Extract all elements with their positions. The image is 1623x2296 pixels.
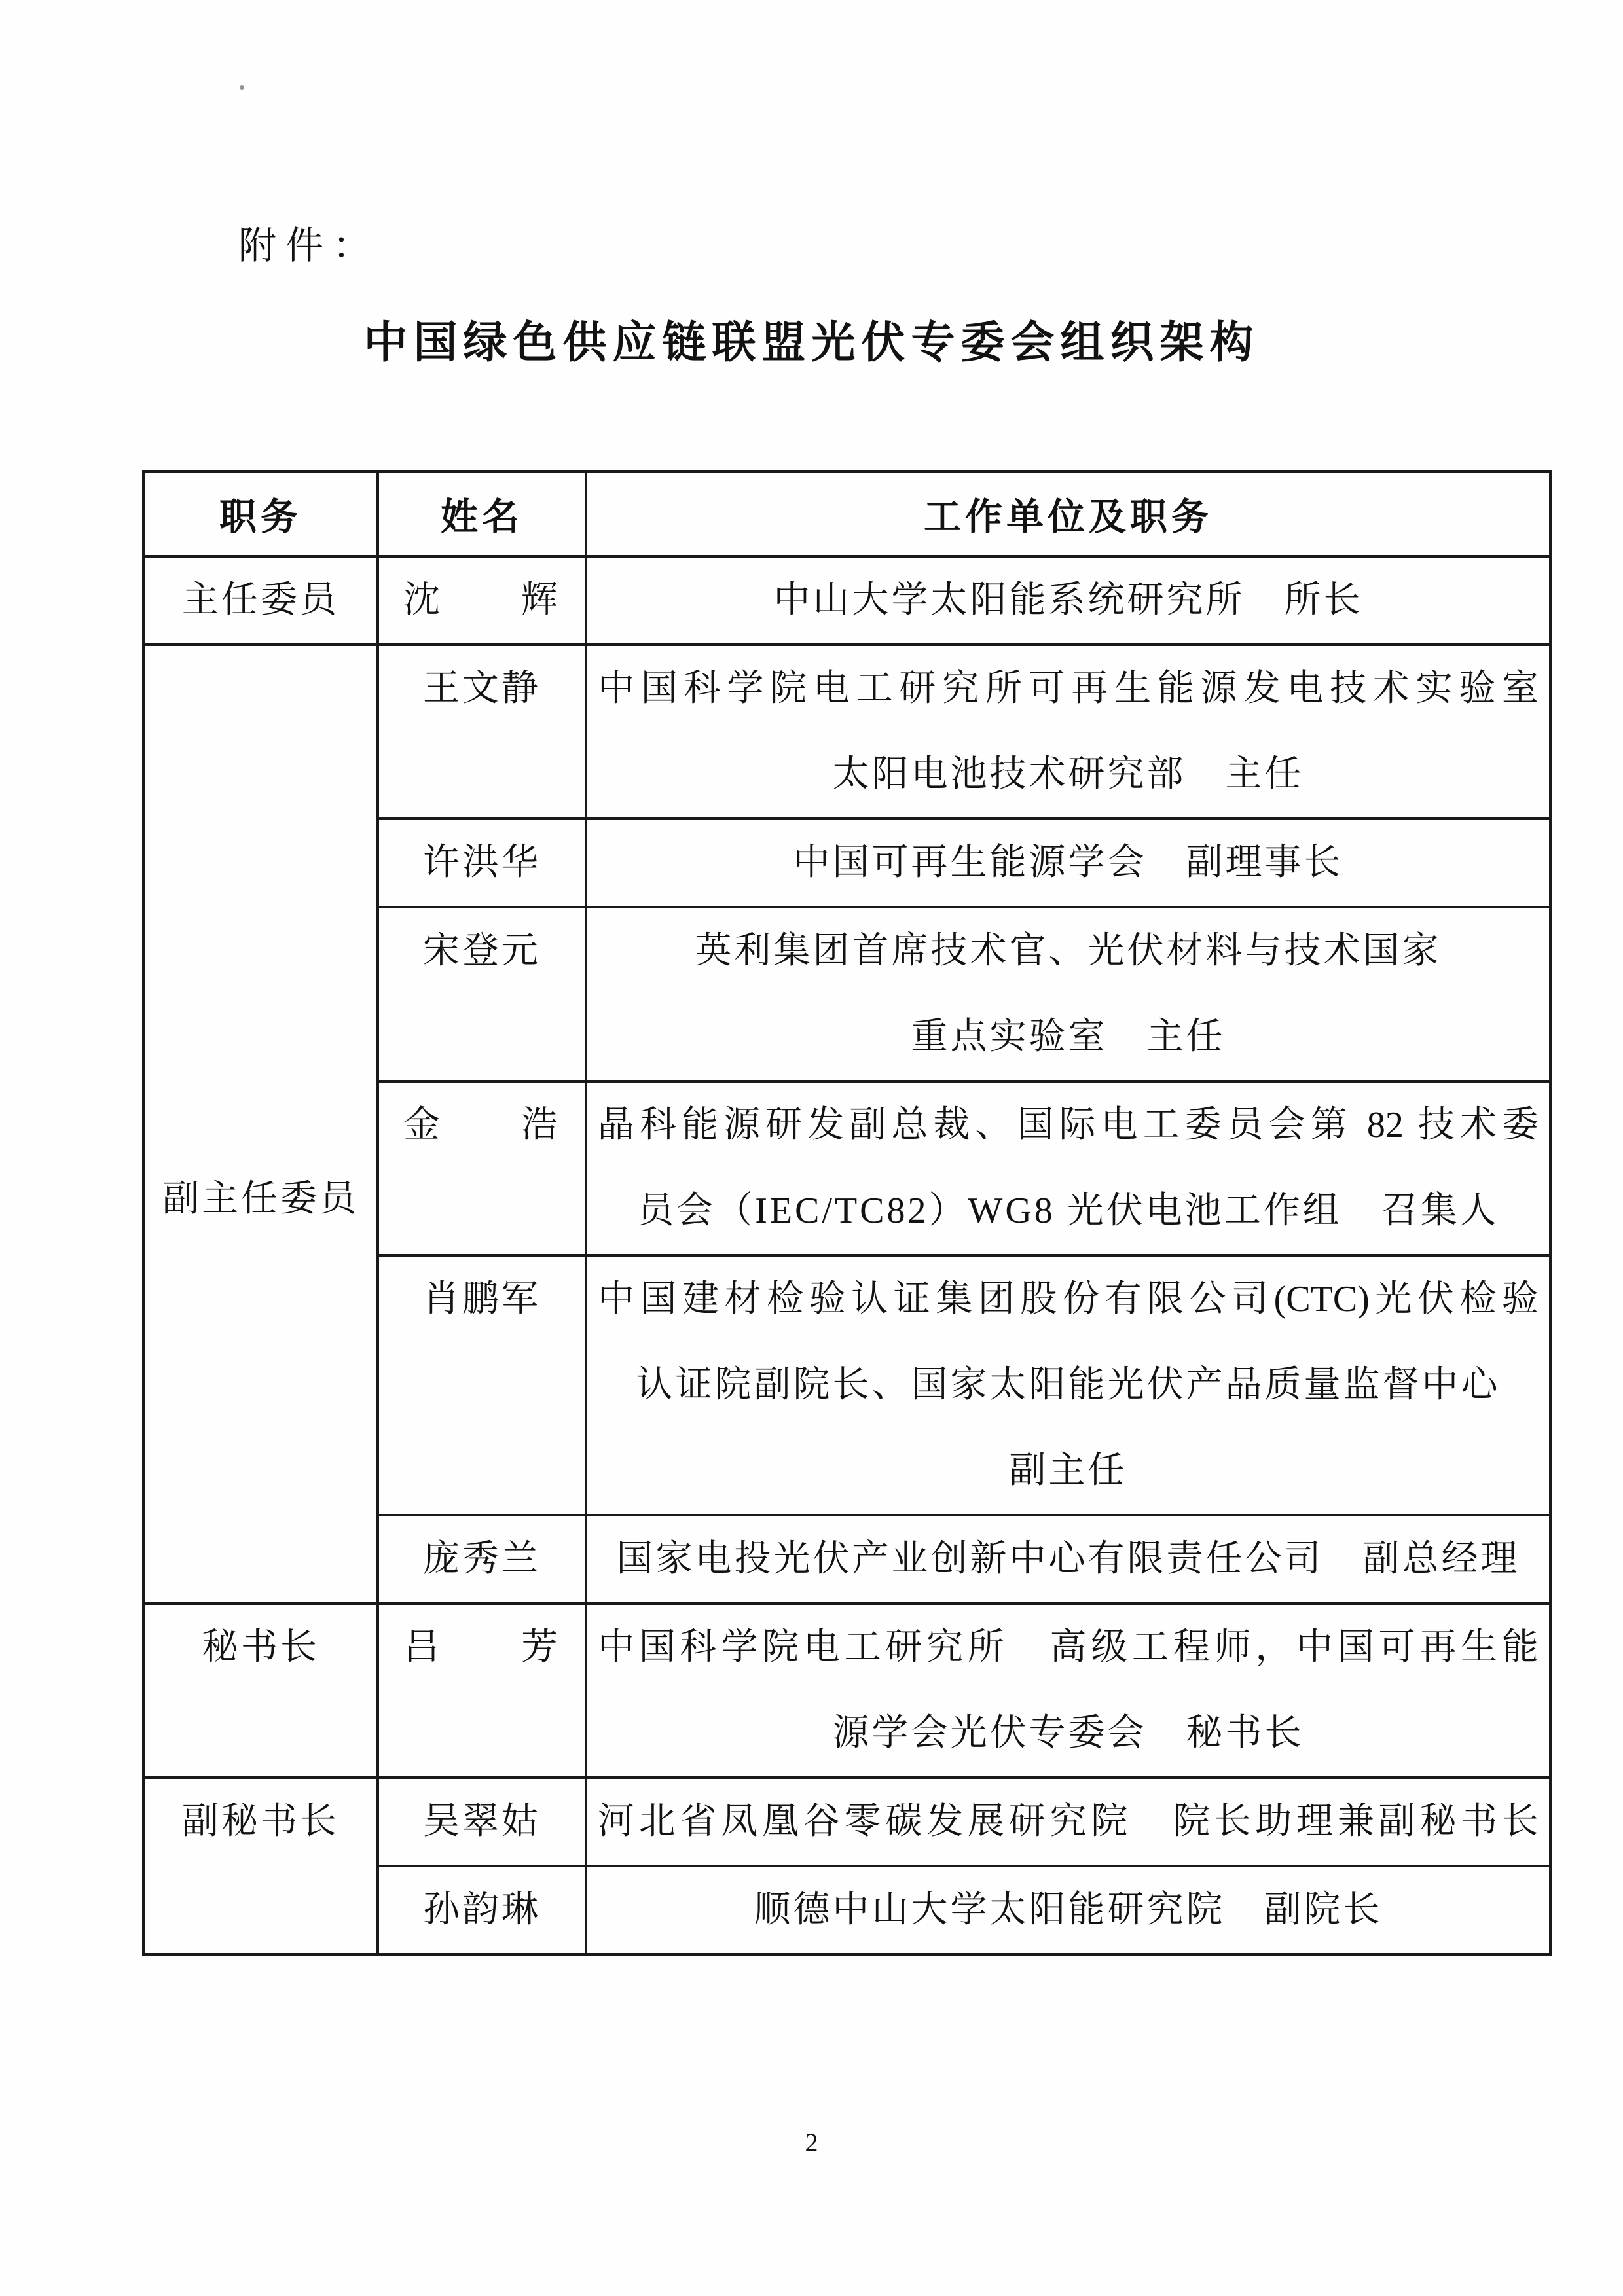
unit-line: 河北省凤凰谷零碳发展研究院 院长助理兼副秘书长 <box>598 1801 1539 1842</box>
name-cell: 吴翠姑 <box>378 1778 586 1866</box>
name-cell: 宋登元 <box>378 907 586 1081</box>
org-structure-table <box>142 470 1552 1956</box>
table-row <box>143 556 1550 645</box>
unit-cell <box>586 556 1550 645</box>
unit-cell <box>586 1081 1550 1255</box>
unit-line: 中国可再生能源学会 副理事长 <box>793 842 1343 883</box>
unit-line: 员会（IEC/TC82）WG8 光伏电池工作组 召集人 <box>637 1191 1499 1231</box>
header-cell-position: 职务 <box>143 471 378 556</box>
unit-cell <box>586 1515 1550 1604</box>
unit-line: 中山大学太阳能系统研究所 所长 <box>773 580 1363 620</box>
name-cell: 王文静 <box>378 645 586 819</box>
name-cell: 吕 芳 <box>378 1604 586 1778</box>
unit-cell <box>586 819 1550 907</box>
org-table-body <box>143 556 1550 1954</box>
page-title: 中国绿色供应链联盟光伏专委会组织架构 <box>363 319 1260 367</box>
name-cell: 孙韵琳 <box>378 1866 586 1954</box>
table-header-row <box>143 471 1550 556</box>
unit-line: 英利集团首席技术官、光伏材料与技术国家 <box>695 931 1442 971</box>
unit-line: 重点实验室 主任 <box>911 1016 1226 1057</box>
unit-cell <box>586 907 1550 1081</box>
unit-line: 晶科能源研发副总裁、国际电工委员会第 82 技术委 <box>598 1105 1539 1145</box>
unit-cell <box>586 1255 1550 1515</box>
unit-line: 认证院副院长、国家太阳能光伏产品质量监督中心 <box>636 1365 1501 1405</box>
unit-line: 顺德中山大学太阳能研究院 副院长 <box>754 1890 1383 1930</box>
name-cell: 肖鹏军 <box>378 1255 586 1515</box>
name-cell: 金 浩 <box>378 1081 586 1255</box>
header-cell-name: 姓名 <box>378 471 586 556</box>
position-cell: 副秘书长 <box>143 1778 378 1954</box>
position-cell: 主任委员 <box>143 556 378 645</box>
unit-cell <box>586 645 1550 819</box>
scan-artifact-dot <box>240 85 244 90</box>
unit-cell <box>586 1866 1550 1954</box>
table-row <box>143 1778 1550 1866</box>
unit-line: 国家电投光伏产业创新中心有限责任公司 副总经理 <box>616 1539 1520 1579</box>
name-cell: 许洪华 <box>378 819 586 907</box>
header-cell-unit: 工作单位及职务 <box>586 471 1550 556</box>
unit-line: 源学会光伏专委会 秘书长 <box>832 1713 1304 1753</box>
table-row <box>143 1604 1550 1778</box>
unit-line: 中国科学院电工研究所 高级工程师，中国可再生能 <box>598 1627 1539 1668</box>
name-cell: 沈 辉 <box>378 556 586 645</box>
unit-line: 副主任 <box>1009 1450 1127 1491</box>
attachment-label: 附件： <box>238 224 380 267</box>
unit-line: 太阳电池技术研究部 主任 <box>832 754 1304 795</box>
position-cell: 副主任委员 <box>143 645 378 1604</box>
unit-line: 中国建材检验认证集团股份有限公司(CTC)光伏检验 <box>598 1279 1539 1319</box>
position-cell: 秘书长 <box>143 1604 378 1778</box>
unit-line: 中国科学院电工研究所可再生能源发电技术实验室 <box>598 668 1539 709</box>
page-number: 2 <box>805 2128 818 2157</box>
unit-cell <box>586 1778 1550 1866</box>
name-cell: 庞秀兰 <box>378 1515 586 1604</box>
unit-cell <box>586 1604 1550 1778</box>
table-row <box>143 645 1550 819</box>
